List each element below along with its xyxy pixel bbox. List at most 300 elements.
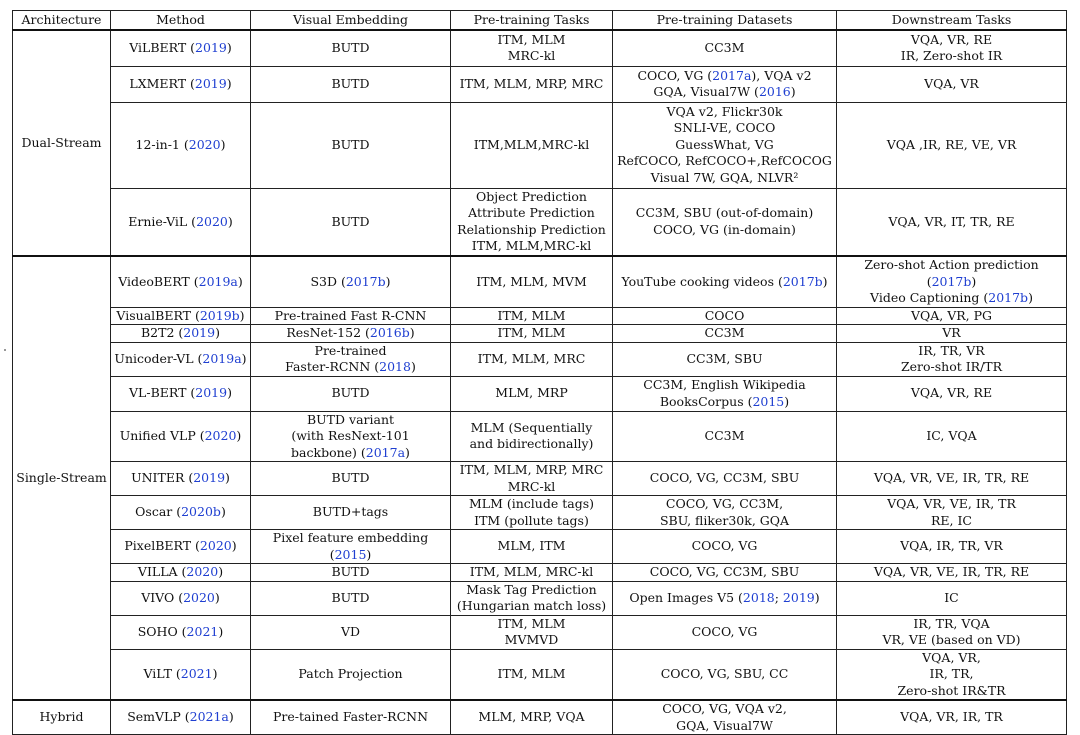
header-row xyxy=(13,11,1067,31)
cell-text xyxy=(454,564,609,581)
text-fragment: ), VQA v2 GQA, Visual7W ( xyxy=(653,67,812,99)
cell-text xyxy=(114,351,247,368)
citation-link[interactable]: 2019b xyxy=(199,307,240,323)
table-row xyxy=(13,66,1067,102)
text-fragment: ) xyxy=(226,40,232,55)
cell-text xyxy=(840,616,1063,649)
pretraining-tasks-cell xyxy=(451,496,613,530)
text-fragment: ITM, MLM, MRP, MRC xyxy=(459,75,604,91)
text-fragment: Mask Tag Prediction (Hungarian match loss) xyxy=(456,581,607,613)
cell-text xyxy=(114,308,247,325)
text-fragment: Pre-trained Faster-RCNN ( xyxy=(285,342,387,374)
text-fragment: Ernie-ViL ( xyxy=(128,213,197,229)
table-row xyxy=(13,496,1067,530)
cell-text xyxy=(840,325,1063,342)
visual-embedding-cell xyxy=(251,462,451,496)
architecture-cell: Dual-Stream xyxy=(13,30,111,256)
text-fragment: ) xyxy=(228,709,234,725)
cell-text xyxy=(454,496,609,529)
method-cell xyxy=(111,376,251,411)
table-row xyxy=(13,376,1067,411)
cell-text xyxy=(254,308,447,325)
text-fragment: VisualBERT ( xyxy=(116,307,200,323)
cell-text xyxy=(254,504,447,521)
visual-embedding-cell xyxy=(251,256,451,307)
stray-dot xyxy=(4,349,6,351)
cell-text xyxy=(254,709,447,726)
cell-text xyxy=(454,385,609,402)
text-fragment: ) xyxy=(410,359,416,374)
text-fragment: BUTD variant (with ResNext-101 backbone) ( xyxy=(291,411,410,460)
visual-embedding-cell xyxy=(251,581,451,615)
visual-embedding-cell xyxy=(251,342,451,376)
citation-link[interactable]: 2017a xyxy=(365,444,406,460)
citation-link[interactable]: 2020 xyxy=(183,589,215,605)
cell-text xyxy=(840,76,1063,93)
text-fragment: VideoBERT ( xyxy=(118,273,199,289)
pretraining-datasets-cell xyxy=(613,376,837,411)
text-fragment: ) xyxy=(231,538,237,554)
cell-text xyxy=(114,76,247,93)
text-fragment: BUTD xyxy=(331,470,370,486)
cell-text xyxy=(114,428,247,445)
text-fragment: ) xyxy=(814,589,820,605)
text-fragment: VQA ,IR, RE, VE, VR xyxy=(886,136,1017,152)
citation-link[interactable]: 2017b xyxy=(931,273,972,289)
text-fragment: CC3M, SBU (out-of-domain) COCO, VG (in-domain) xyxy=(635,205,814,237)
text-fragment: Pre-trained Fast R-CNN xyxy=(274,307,427,323)
text-fragment: MLM, MRP xyxy=(495,385,568,401)
citation-link[interactable]: 2020 xyxy=(186,564,219,579)
text-fragment: BUTD xyxy=(331,40,370,55)
citation-link[interactable]: 2016b xyxy=(369,325,410,340)
cell-text xyxy=(254,412,447,462)
citation-link[interactable]: 2019 xyxy=(195,385,228,401)
citation-link[interactable]: 2021a xyxy=(189,709,229,725)
text-fragment: VQA v2, Flickr30k SNLI-VE, COCO GuessWhat, VG RefCOCO, RefCOCO+,RefCOCOG Visual 7W, GQA, NLVR² xyxy=(617,103,832,185)
table-row xyxy=(13,462,1067,496)
citation-link[interactable]: 2019 xyxy=(194,75,227,91)
text-fragment: Patch Projection xyxy=(298,666,403,681)
header-pretraining-datasets: Pre-training Datasets xyxy=(613,11,837,31)
text-fragment: PixelBERT ( xyxy=(124,538,200,554)
visual-embedding-cell xyxy=(251,530,451,564)
citation-link[interactable]: 2018 xyxy=(742,589,775,605)
pretraining-datasets-cell xyxy=(613,615,837,649)
cell-text xyxy=(254,274,447,291)
text-fragment: SOHO ( xyxy=(137,623,187,639)
downstream-tasks-cell xyxy=(837,325,1067,343)
pretraining-datasets-cell xyxy=(613,649,837,700)
header-pretraining-tasks: Pre-training Tasks xyxy=(451,11,613,31)
text-fragment: MLM, MRP, VQA xyxy=(478,709,585,725)
pretraining-tasks-cell xyxy=(451,581,613,615)
method-cell xyxy=(111,256,251,307)
table-row xyxy=(13,649,1067,700)
table-row xyxy=(13,411,1067,462)
text-fragment: VQA, VR, IR, TR xyxy=(900,709,1003,725)
citation-link[interactable]: 2021 xyxy=(180,666,213,681)
table-body xyxy=(13,30,1067,735)
cell-text xyxy=(840,257,1063,307)
citation-link[interactable]: 2020b xyxy=(181,504,221,520)
text-fragment: ) xyxy=(226,75,232,91)
citation-link[interactable]: 2015 xyxy=(334,546,367,562)
cell-text xyxy=(254,343,447,376)
text-fragment: BUTD xyxy=(331,136,370,152)
text-fragment: ) xyxy=(215,325,220,340)
pretraining-tasks-cell xyxy=(451,102,613,188)
text-fragment: BUTD xyxy=(331,564,370,579)
citation-link[interactable]: 2015 xyxy=(752,393,785,409)
text-fragment: ) xyxy=(227,385,232,401)
text-fragment: Pixel feature embedding ( xyxy=(272,530,429,562)
text-fragment: IR, TR, VQA VR, VE (based on VD) xyxy=(882,615,1021,647)
text-fragment: VQA, VR, IR, TR, Zero-shot IR&TR xyxy=(897,649,1006,698)
text-fragment: BUTD+tags xyxy=(312,504,389,520)
text-fragment: VQA, VR, RE xyxy=(910,385,993,401)
method-cell xyxy=(111,581,251,615)
pretraining-datasets-cell xyxy=(613,496,837,530)
cell-text xyxy=(840,709,1063,726)
cell-text xyxy=(114,666,247,683)
text-fragment: VQA, VR, IT, TR, RE xyxy=(888,213,1015,229)
citation-link[interactable]: 2017b xyxy=(345,273,386,289)
cell-text xyxy=(454,189,609,255)
citation-link[interactable]: 2018 xyxy=(379,359,411,374)
citation-link[interactable]: 2020 xyxy=(204,428,237,443)
text-fragment: ) xyxy=(239,307,245,323)
text-fragment: Open Images V5 ( xyxy=(629,589,743,605)
text-fragment: ) xyxy=(214,589,220,605)
cell-text xyxy=(454,538,609,555)
pretraining-tasks-cell xyxy=(451,376,613,411)
text-fragment: B2T2 ( xyxy=(141,325,184,340)
text-fragment: VIVO ( xyxy=(141,589,184,605)
cell-text xyxy=(840,538,1063,555)
pretraining-datasets-cell xyxy=(613,462,837,496)
method-cell xyxy=(111,66,251,102)
text-fragment: ) xyxy=(790,84,796,99)
text-fragment: CC3M xyxy=(704,325,745,340)
pretraining-datasets-cell xyxy=(613,325,837,343)
text-fragment: VQA, IR, TR, VR xyxy=(900,538,1003,554)
citation-link[interactable]: 2020 xyxy=(199,538,232,554)
downstream-tasks-cell xyxy=(837,30,1067,66)
cell-text xyxy=(840,428,1063,445)
pretraining-tasks-cell xyxy=(451,342,613,376)
downstream-tasks-cell xyxy=(837,564,1067,582)
cell-text xyxy=(114,538,247,555)
downstream-tasks-cell xyxy=(837,342,1067,376)
cell-text xyxy=(454,325,609,342)
text-fragment: ResNet-152 ( xyxy=(286,325,370,340)
visual-embedding-cell xyxy=(251,188,451,256)
cell-text xyxy=(616,351,833,368)
table-row xyxy=(13,564,1067,582)
pretraining-datasets-cell xyxy=(613,411,837,462)
text-fragment: VQA, VR, VE, IR, TR, RE xyxy=(873,470,1030,486)
text-fragment: Pre-tained Faster-RCNN xyxy=(272,709,429,725)
cell-text xyxy=(616,701,833,734)
text-fragment: ITM, MLM xyxy=(497,666,566,681)
visual-embedding-cell xyxy=(251,376,451,411)
citation-link[interactable]: 2019a xyxy=(202,350,242,366)
cell-text xyxy=(254,530,447,563)
text-fragment: COCO, VG, CC3M, SBU xyxy=(649,564,800,579)
text-fragment: VQA, VR xyxy=(924,75,979,91)
text-fragment: VQA, VR, RE IR, Zero-shot IR xyxy=(900,31,1003,64)
cell-text xyxy=(840,137,1063,154)
text-fragment: ) xyxy=(366,546,372,562)
text-fragment: 12-in-1 ( xyxy=(135,136,189,152)
pretraining-tasks-cell xyxy=(451,564,613,582)
text-fragment: ) xyxy=(409,325,415,340)
cell-text xyxy=(454,32,609,65)
visual-embedding-cell xyxy=(251,564,451,582)
table-row xyxy=(13,256,1067,307)
text-fragment: MLM (include tags) ITM (pollute tags) xyxy=(469,496,594,528)
visual-embedding-cell xyxy=(251,325,451,343)
text-fragment: VQA, VR, VE, IR, TR RE, IC xyxy=(887,496,1016,528)
vlp-models-comparison-table xyxy=(12,10,1067,735)
cell-text xyxy=(114,214,247,231)
method-cell xyxy=(111,342,251,376)
cell-text xyxy=(254,564,447,581)
pretraining-datasets-cell xyxy=(613,530,837,564)
text-fragment: ) xyxy=(822,273,828,289)
text-fragment: VR xyxy=(942,325,961,340)
pretraining-tasks-cell xyxy=(451,462,613,496)
pretraining-datasets-cell xyxy=(613,66,837,102)
cell-text xyxy=(254,590,447,607)
citation-link[interactable]: 2019a xyxy=(198,273,238,289)
visual-embedding-cell xyxy=(251,66,451,102)
cell-text xyxy=(840,590,1063,607)
text-fragment: UNITER ( xyxy=(131,470,194,486)
text-fragment: ) xyxy=(236,428,242,443)
citation-link[interactable]: 2019 xyxy=(782,589,815,605)
text-fragment: IC, VQA xyxy=(926,428,977,443)
cell-text xyxy=(454,666,609,683)
cell-text xyxy=(840,385,1063,402)
citation-link[interactable]: 2020 xyxy=(196,213,228,229)
method-cell xyxy=(111,462,251,496)
cell-text xyxy=(114,504,247,521)
method-cell xyxy=(111,564,251,582)
text-fragment: ) xyxy=(218,623,224,639)
cell-text xyxy=(616,325,833,342)
cell-text xyxy=(254,666,447,683)
pretraining-tasks-cell xyxy=(451,530,613,564)
cell-text xyxy=(254,470,447,487)
citation-link[interactable]: 2016 xyxy=(758,84,791,99)
visual-embedding-cell xyxy=(251,649,451,700)
method-cell xyxy=(111,325,251,343)
text-fragment: VL-BERT ( xyxy=(129,385,196,401)
text-fragment: VQA, VR, PG xyxy=(910,307,993,323)
cell-text xyxy=(114,709,247,726)
citation-link[interactable]: 2017b xyxy=(988,290,1029,305)
cell-text xyxy=(454,582,609,615)
cell-text xyxy=(616,308,833,325)
cell-text xyxy=(254,76,447,93)
citation-link[interactable]: 2017a xyxy=(712,67,752,83)
method-cell xyxy=(111,700,251,735)
citation-link[interactable]: 2019 xyxy=(193,470,226,486)
pretraining-datasets-cell xyxy=(613,307,837,325)
text-fragment: ) xyxy=(784,393,790,409)
citation-link[interactable]: 2017b xyxy=(782,273,823,289)
method-cell xyxy=(111,307,251,325)
header-architecture: Architecture xyxy=(13,11,111,31)
pretraining-datasets-cell xyxy=(613,30,837,66)
text-fragment: COCO, VG xyxy=(691,538,758,554)
text-fragment: ITM,MLM,MRC-kl xyxy=(473,136,590,152)
method-cell xyxy=(111,530,251,564)
text-fragment: COCO, VG ( xyxy=(637,67,713,83)
cell-text xyxy=(616,40,833,57)
header-method: Method xyxy=(111,11,251,31)
text-fragment: COCO, VG, CC3M, SBU xyxy=(649,470,800,486)
method-cell xyxy=(111,188,251,256)
text-fragment: ITM, MLM, MRP, MRC MRC-kl xyxy=(459,462,604,494)
cell-text xyxy=(616,68,833,101)
pretraining-tasks-cell xyxy=(451,649,613,700)
downstream-tasks-cell xyxy=(837,496,1067,530)
text-fragment: ViLBERT ( xyxy=(129,40,196,55)
text-fragment: ) xyxy=(225,470,230,486)
table-row xyxy=(13,102,1067,188)
pretraining-tasks-cell xyxy=(451,66,613,102)
downstream-tasks-cell xyxy=(837,256,1067,307)
text-fragment: VQA, VR, VE, IR, TR, RE xyxy=(873,564,1030,579)
cell-text xyxy=(454,308,609,325)
architecture-cell: Single-Stream xyxy=(13,256,111,700)
cell-text xyxy=(616,666,833,683)
cell-text xyxy=(114,385,247,402)
method-cell xyxy=(111,411,251,462)
pretraining-tasks-cell xyxy=(451,325,613,343)
downstream-tasks-cell xyxy=(837,530,1067,564)
cell-text xyxy=(454,76,609,93)
downstream-tasks-cell xyxy=(837,615,1067,649)
table-row xyxy=(13,700,1067,735)
downstream-tasks-cell xyxy=(837,411,1067,462)
citation-link[interactable]: 2019 xyxy=(183,325,216,340)
cell-text xyxy=(254,137,447,154)
text-fragment: COCO, VG, VQA v2, GQA, Visual7W xyxy=(662,701,787,733)
downstream-tasks-cell xyxy=(837,66,1067,102)
citation-link[interactable]: 2019 xyxy=(195,40,227,55)
text-fragment: ) xyxy=(220,504,226,520)
text-fragment: ViLT ( xyxy=(143,666,181,681)
visual-embedding-cell xyxy=(251,615,451,649)
visual-embedding-cell xyxy=(251,30,451,66)
table-row xyxy=(13,188,1067,256)
comparison-table-container xyxy=(12,10,1066,735)
header-downstream-tasks: Downstream Tasks xyxy=(837,11,1067,31)
downstream-tasks-cell xyxy=(837,188,1067,256)
text-fragment: ) xyxy=(237,273,243,289)
table-row xyxy=(13,615,1067,649)
cell-text xyxy=(616,205,833,238)
cell-text xyxy=(616,564,833,581)
table-row xyxy=(13,307,1067,325)
text-fragment: Unified VLP ( xyxy=(119,428,205,443)
visual-embedding-cell xyxy=(251,700,451,735)
text-fragment: BUTD xyxy=(331,213,370,229)
text-fragment: LXMERT ( xyxy=(129,75,195,91)
pretraining-datasets-cell xyxy=(613,256,837,307)
text-fragment: BUTD xyxy=(331,75,370,91)
text-fragment: MLM, ITM xyxy=(497,538,566,554)
pretraining-datasets-cell xyxy=(613,564,837,582)
text-fragment: ) xyxy=(1028,290,1033,305)
pretraining-datasets-cell xyxy=(613,700,837,735)
cell-text xyxy=(840,343,1063,376)
cell-text xyxy=(254,385,447,402)
text-fragment: COCO, VG xyxy=(691,623,758,639)
citation-link[interactable]: 2021 xyxy=(186,623,219,639)
text-fragment: COCO, VG, CC3M, SBU, fliker30k, GQA xyxy=(659,496,790,528)
cell-text xyxy=(254,624,447,641)
downstream-tasks-cell xyxy=(837,581,1067,615)
cell-text xyxy=(254,214,447,231)
method-cell xyxy=(111,615,251,649)
text-fragment: CC3M, SBU xyxy=(686,350,763,366)
cell-text xyxy=(840,32,1063,65)
text-fragment: ) Video Captioning ( xyxy=(870,273,989,305)
text-fragment: COCO, VG, SBU, CC xyxy=(660,666,789,681)
cell-text xyxy=(616,428,833,445)
cell-text xyxy=(114,470,247,487)
cell-text xyxy=(254,40,447,57)
cell-text xyxy=(114,564,247,581)
header-visual-embedding: Visual Embedding xyxy=(251,11,451,31)
cell-text xyxy=(616,104,833,187)
downstream-tasks-cell xyxy=(837,700,1067,735)
pretraining-datasets-cell xyxy=(613,188,837,256)
text-fragment: ITM, MLM xyxy=(497,325,566,340)
cell-text xyxy=(254,325,447,342)
downstream-tasks-cell xyxy=(837,102,1067,188)
cell-text xyxy=(840,564,1063,581)
text-fragment: ) xyxy=(212,666,218,681)
citation-link[interactable]: 2020 xyxy=(188,136,221,152)
downstream-tasks-cell xyxy=(837,462,1067,496)
cell-text xyxy=(840,214,1063,231)
method-cell xyxy=(111,30,251,66)
text-fragment: Zero-shot Action prediction ( xyxy=(864,257,1039,289)
method-cell xyxy=(111,649,251,700)
text-fragment: IR, TR, VR Zero-shot IR/TR xyxy=(900,342,1003,374)
cell-text xyxy=(840,496,1063,529)
downstream-tasks-cell xyxy=(837,307,1067,325)
pretraining-tasks-cell xyxy=(451,188,613,256)
cell-text xyxy=(616,274,833,291)
pretraining-datasets-cell xyxy=(613,581,837,615)
downstream-tasks-cell xyxy=(837,376,1067,411)
visual-embedding-cell xyxy=(251,496,451,530)
text-fragment: ITM, MLM, MRC-kl xyxy=(469,564,594,579)
cell-text xyxy=(114,325,247,342)
text-fragment: ITM, MLM MRC-kl xyxy=(497,31,566,64)
pretraining-datasets-cell xyxy=(613,102,837,188)
pretraining-datasets-cell xyxy=(613,342,837,376)
text-fragment: ; xyxy=(774,589,783,605)
cell-text xyxy=(616,496,833,529)
